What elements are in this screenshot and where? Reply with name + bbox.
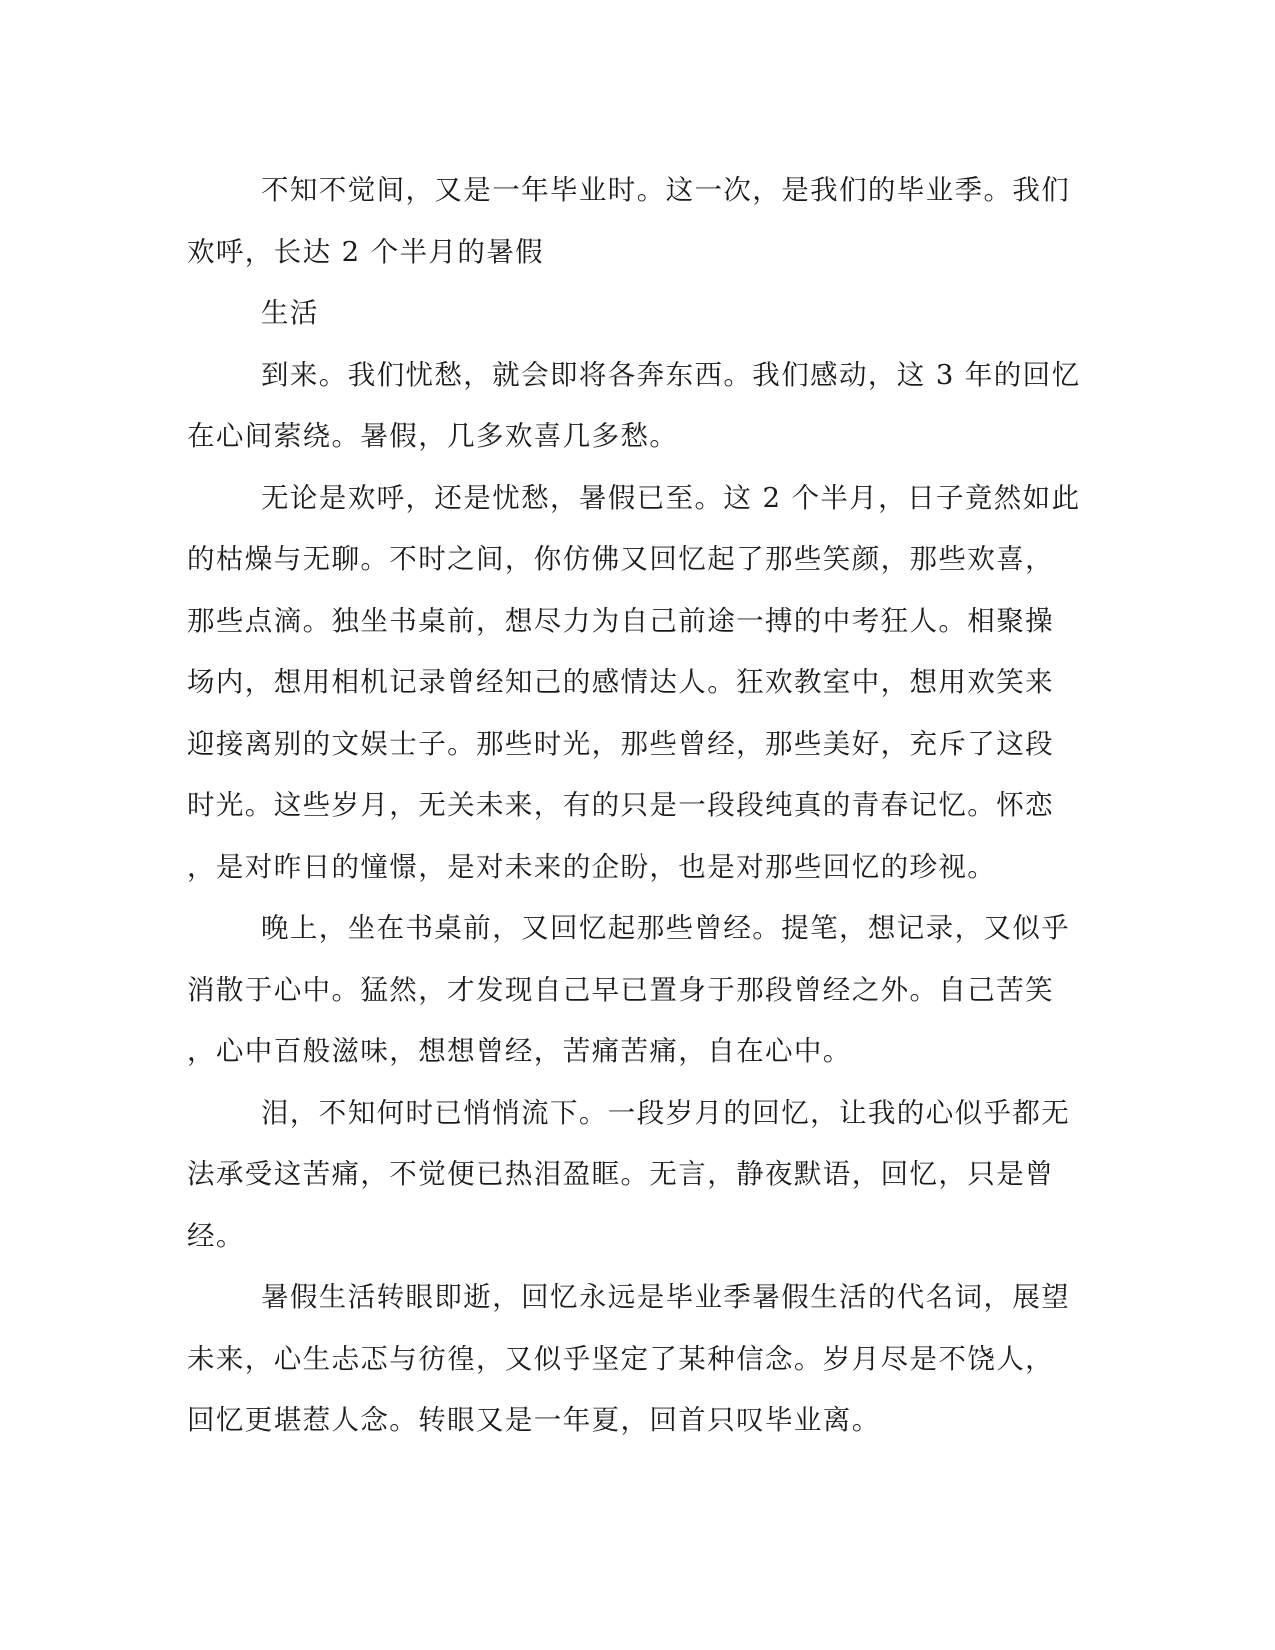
paragraph-5 — [187, 898, 1071, 1083]
paragraph-3 — [187, 345, 1081, 468]
text-line: 的枯燥与无聊。不时之间，你仿佛又回忆起了那些笑颜，那些欢喜， — [187, 543, 1054, 575]
paragraph-7 — [187, 1267, 1071, 1452]
text-line: 无论是欢呼，还是忧愁，暑假已至。这 2 个半月，日子竟然如此 — [261, 481, 1081, 514]
text-line: ，是对昨日的憧憬，是对未来的企盼，也是对那些回忆的珍视。 — [187, 850, 997, 883]
text-line: 生活 — [261, 297, 319, 329]
text-line: 时光。这些岁月，无关未来，有的只是一段段纯真的青春记忆。怀恋 — [187, 789, 1054, 821]
text-line: 迎接离别的文娱士子。那些时光，那些曾经，那些美好，充斥了这段 — [187, 727, 1054, 760]
text-line: 那些点滴。独坐书桌前，想尽力为自己前途一搏的中考狂人。相聚操 — [187, 604, 1054, 637]
paragraph-4 — [187, 468, 1081, 899]
text-line: 回忆更堪惹人念。转眼又是一年夏，回首只叹毕业离。 — [187, 1404, 881, 1436]
text-line: 消散于心中。猛然，才发现自己早已置身于那段曾经之外。自己苦笑 — [187, 973, 1054, 1006]
text-line: ，心中百般滋味，想想曾经，苦痛苦痛，自在心中。 — [187, 1035, 852, 1067]
text-line: 欢呼，长达 2 个半月的暑假 — [187, 235, 545, 268]
paragraph-1 — [187, 160, 1071, 283]
paragraph-6 — [187, 1083, 1071, 1268]
text-line: 不知不觉间，又是一年毕业时。这一次，是我们的毕业季。我们 — [261, 174, 1071, 206]
text-line: 泪，不知何时已悄悄流下。一段岁月的回忆，让我的心似乎都无 — [261, 1096, 1071, 1129]
paragraph-2 — [187, 283, 1067, 345]
text-line: 经。 — [187, 1219, 245, 1252]
text-line: 暑假生活转眼即逝，回忆永远是毕业季暑假生活的代名词，展望 — [261, 1281, 1071, 1313]
text-line: 法承受这苦痛，不觉便已热泪盈眶。无言，静夜默语，回忆，只是曾 — [187, 1158, 1054, 1190]
document-body — [187, 160, 1081, 1452]
text-line: 场内，想用相机记录曾经知己的感情达人。狂欢教室中，想用欢笑来 — [187, 666, 1054, 698]
text-line: 未来，心生忐忑与彷徨，又似乎坚定了某种信念。岁月尽是不饶人， — [187, 1342, 1054, 1375]
text-line: 到来。我们忧愁，就会即将各奔东西。我们感动，这 3 年的回忆 — [261, 358, 1081, 391]
text-line: 晚上，坐在书桌前，又回忆起那些曾经。提笔，想记录，又似乎 — [261, 912, 1071, 944]
text-line: 在心间萦绕。暑假，几多欢喜几多愁。 — [187, 420, 679, 452]
